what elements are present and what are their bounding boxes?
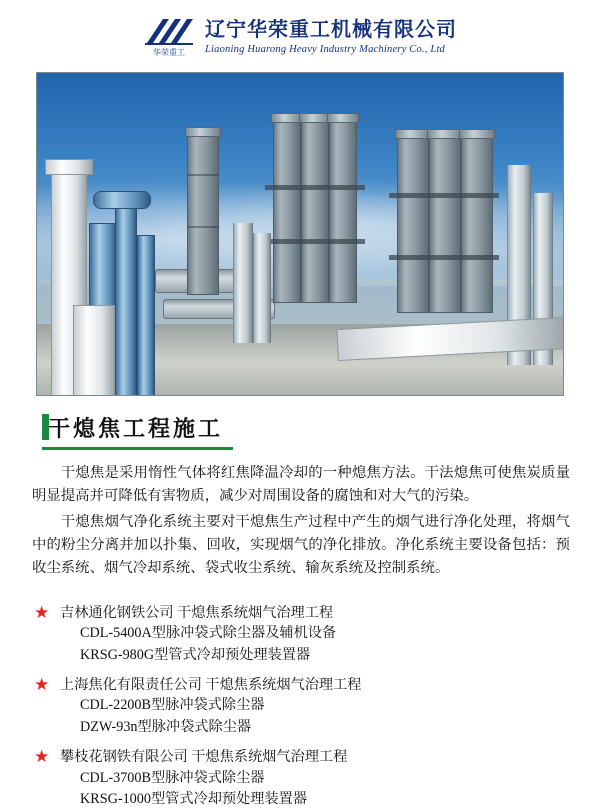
project-spec-line: KRSG-1000型管式冷却预处理装置器 <box>80 790 308 807</box>
photo-blue-pipe-elbow <box>93 191 151 209</box>
section-title-band <box>42 410 233 450</box>
photo-blue-pipe-3 <box>137 235 155 396</box>
photo-tower-band <box>188 226 218 228</box>
project-spec-line: DZW-93n型脉冲袋式除尘器 <box>80 718 252 735</box>
photo-baghouse-4 <box>397 135 429 313</box>
list-item <box>34 675 600 738</box>
photo-walkway-4 <box>389 255 499 260</box>
photo-baghouse-2 <box>301 119 329 303</box>
logo-wordmark: 华荣重工 <box>153 48 185 57</box>
paragraph-1: 干熄焦是采用惰性气体将红焦降温冷却的一种熄焦方法。干法熄焦可使焦炭质量明显提高并可降低有害物质，减少对周围设备的腐蚀和对大气的污染。 <box>32 465 570 505</box>
photo-baghouse-3 <box>329 119 357 303</box>
photo-walkway-1 <box>265 185 365 190</box>
star-icon: ★ <box>34 747 50 767</box>
project-title: 吉林通化钢铁公司 干熄焦系统烟气治理工程 <box>60 604 334 621</box>
body-copy <box>32 462 570 581</box>
photo-baghouse-5 <box>429 135 461 313</box>
project-title: 上海焦化有限责任公司 干熄焦系统烟气治理工程 <box>60 676 362 693</box>
photo-blue-pipe-2 <box>115 201 137 396</box>
company-logo <box>143 16 195 58</box>
photo-cyclone-1 <box>233 223 253 343</box>
huarong-logo-icon <box>143 16 195 46</box>
photo-baghouse-1 <box>273 119 301 303</box>
page-header <box>0 0 600 68</box>
photo-baghouse-6 <box>461 135 493 313</box>
list-item <box>34 747 600 810</box>
photo-tower-1 <box>187 133 219 295</box>
project-spec-line: CDL-5400A型脉冲袋式除尘器及辅机设备 <box>80 625 337 642</box>
plant-photograph <box>36 72 564 396</box>
photo-tower-lid <box>185 127 221 137</box>
list-item <box>34 603 600 666</box>
project-spec-line: CDL-2200B型脉冲袋式除尘器 <box>80 697 265 714</box>
photo-baghouse-lid <box>395 129 431 139</box>
project-spec-line: KRSG-980G型管式冷却预处理装置器 <box>80 646 311 663</box>
photo-walkway-2 <box>265 239 365 244</box>
photo-baghouse-lid <box>327 113 359 123</box>
star-icon: ★ <box>34 602 50 622</box>
project-spec-line: CDL-3700B型脉冲袋式除尘器 <box>80 769 265 786</box>
company-name-block <box>205 19 457 55</box>
photo-tower-band <box>188 174 218 176</box>
photo-white-stack-cap <box>45 159 93 175</box>
page-title: 干熄焦工程施工 <box>42 410 233 450</box>
photo-baghouse-lid <box>427 129 463 139</box>
paragraph-2: 干熄焦烟气净化系统主要对干熄焦生产过程中产生的烟气进行净化处理，将烟气中的粉尘分离并加以扑集、回收，实现烟气的净化排放。净化系统主要设备包括：预收尘系统、烟气冷却系统、袋式收尘系统、输灰系统及控制系统。 <box>32 513 570 577</box>
company-name-en: Liaoning Huarong Heavy Industry Machinery Co., Ltd <box>205 44 446 55</box>
section-title-row <box>0 396 600 450</box>
star-icon: ★ <box>34 674 50 694</box>
project-title: 攀枝花钢铁有限公司 干熄焦系统烟气治理工程 <box>60 749 348 766</box>
photo-cyclone-2 <box>253 233 271 343</box>
photo-baghouse-lid <box>459 129 495 139</box>
project-list <box>34 603 600 810</box>
company-name-cn: 辽宁华荣重工机械有限公司 <box>205 19 457 41</box>
photo-lower-white-column <box>73 305 115 396</box>
photo-walkway-3 <box>389 193 499 198</box>
